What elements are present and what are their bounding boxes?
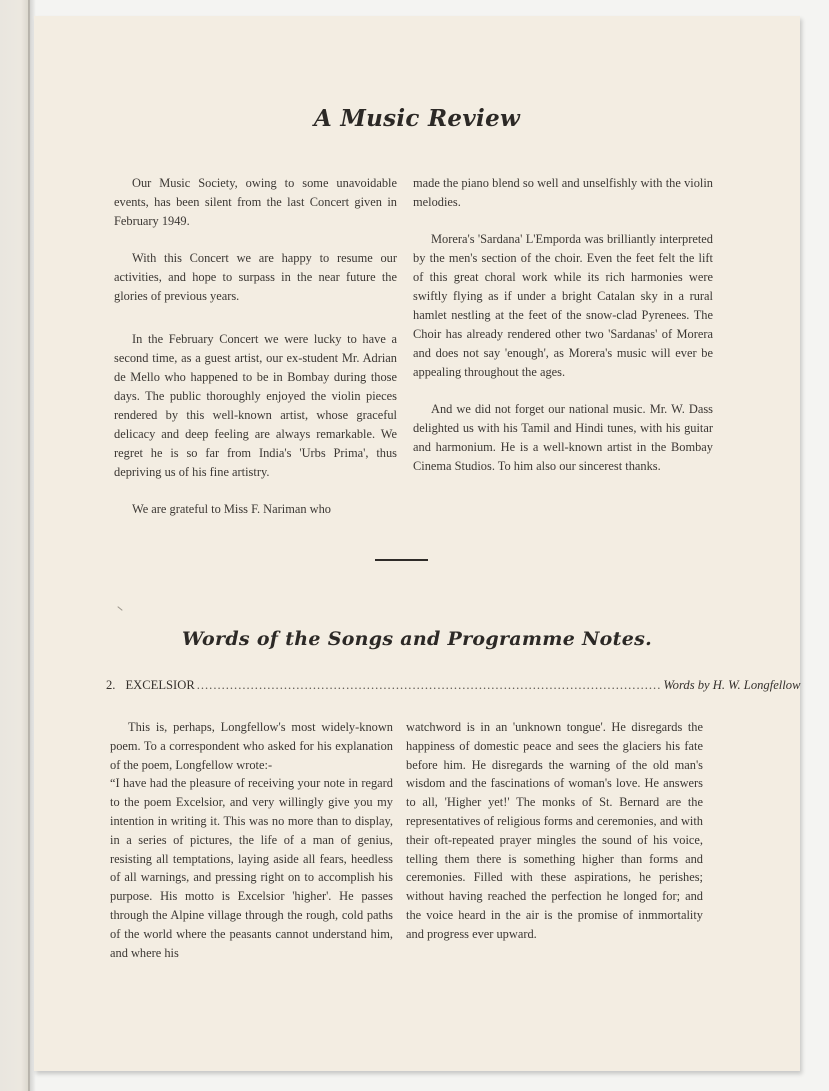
review-paragraph: We are grateful to Miss F. Nariman who bbox=[132, 502, 331, 516]
review-column-left bbox=[114, 174, 397, 519]
review-paragraph: Our Music Society, owing to some unavoidable events, has been silent from the last Concert given in February 1949. bbox=[114, 176, 397, 228]
song-number: 2. bbox=[106, 678, 116, 692]
review-paragraph: With this Concert we are happy to resume our activities, and hope to surpass in the near future the glories of previous years. bbox=[114, 251, 397, 303]
section-title: Words of the Songs and Programme Notes. bbox=[181, 628, 653, 650]
notes-paragraph: “I have had the pleasure of receiving your note in regard to the poem Excelsior, and very willingly give you my intention in writing it. This was no more than to display, in a series of pictures, the life of a man of genius, resisting all temptations, laying aside all fears, heedless of all warnings, and pressing right on to accomplish his purpose. His motto is Excelsior 'higher'. He passes through the Alpine village through the rough, cold paths of the world where the peasants cannot understand him, and where his bbox=[110, 776, 393, 960]
paper-speck bbox=[117, 606, 122, 611]
review-column-right bbox=[413, 174, 713, 476]
song-credit: Words by H. W. Longfellow bbox=[663, 678, 801, 692]
review-paragraph: In the February Concert we were lucky to have a second time, as a guest artist, our ex-student Mr. Adrian de Mello who happened to be in Bombay during those days. The public thoroughly enjoyed the violin pieces rendered by this well-known artist, whose graceful delicacy and deep feeling are always remarkable. We regret he is so far from India's 'Urbs Prima', thus depriving us of his fine artistry. bbox=[114, 332, 397, 479]
notes-paragraph: watchword is in an 'unknown tongue'. He disregards the happiness of domestic peace and sees the glaciers his fate before him. He disregards the warning of the old man's wisdom and the fascinations of woman's love. He answers to all, 'Higher yet!' The monks of St. Bernard are the representatives of religious forms and ceremonies, and with their oft-repeated prayer mingles the sound of his voice, telling them there is something higher than forms and ceremonies. Filled with these aspirations, he perishes; without having reached the perfection he longed for; and the voice heard in the air is the promise of inmmortality and progress ever upward. bbox=[406, 720, 703, 941]
song-heading bbox=[106, 678, 801, 698]
booklet-cover-edge bbox=[0, 0, 30, 1091]
review-paragraph: made the piano blend so well and unselfishly with the violin melodies. bbox=[413, 176, 713, 209]
notes-column-right bbox=[406, 718, 703, 944]
document-page bbox=[34, 16, 800, 1071]
notes-paragraph: This is, perhaps, Longfellow's most widely-known poem. To a correspondent who asked for his explanation of the poem, Longfellow wrote:- bbox=[110, 720, 393, 772]
notes-column-left bbox=[110, 718, 393, 962]
page-title: A Music Review bbox=[313, 105, 521, 132]
review-paragraph: Morera's 'Sardana' L'Emporda was brilliantly interpreted by the men's section of the choir. Even the feet felt the lift of this great choral work while its rich harmonies were swiftly flying as if under a bright Catalan sky in a rural hamlet nestling at the feet of the snow-clad Pyrenees. The Choir has already rendered other two 'Sardanas' of Morera and does not say 'enough', as Morera's music will ever be appealing throughout the ages. bbox=[413, 232, 713, 379]
review-paragraph: And we did not forget our national music. Mr. W. Dass delighted us with his Tamil and Hindi tunes, with his guitar and harmonium. He is a well-known artist in the Bombay Cinema Studios. To him also our sincerest thanks. bbox=[413, 402, 713, 473]
song-name: EXCELSIOR bbox=[125, 678, 195, 692]
dot-leader: ................................................................................................................ bbox=[196, 678, 662, 692]
section-divider bbox=[375, 559, 428, 561]
